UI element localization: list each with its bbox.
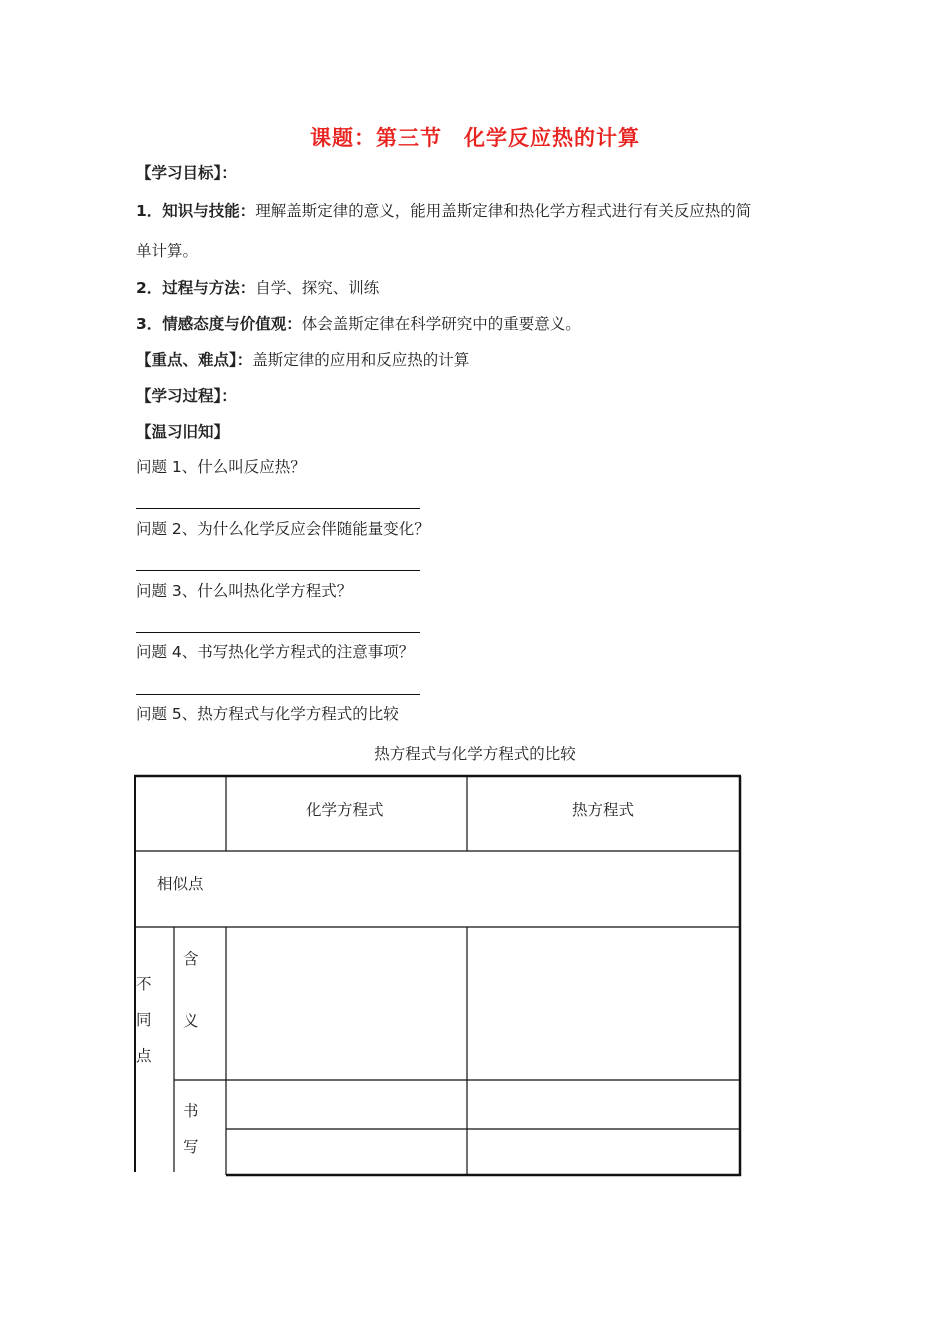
table-caption: 热方程式与化学方程式的比较 [374,745,576,763]
row-similar-label: 相似点 [157,875,204,893]
sub-writing-char-1: 书 [183,1102,199,1120]
objective-3-text: 体会盖斯定律在科学研究中的重要意义。 [301,315,581,333]
row-diff-char-1: 不 [136,975,152,993]
col-header-chemical-equation: 化学方程式 [306,801,384,819]
process-heading: 【学习过程】： [136,387,237,405]
key-points-text: 盖斯定律的应用和反应热的计算 [252,351,470,369]
question-2: 问题 2、为什么化学反应会伴随能量变化？ [136,520,430,538]
sub-writing-char-2: 写 [183,1138,199,1156]
objective-3-label: 3．情感态度与价值观： [136,315,302,333]
review-heading: 【温习旧知】 [136,423,230,441]
objective-2-label: 2．过程与方法： [136,279,256,297]
objective-2-text: 自学、探究、训练 [255,279,380,297]
objective-1-text: 理解盖斯定律的意义，能用盖斯定律和热化学方程式进行有关反应热的简 [255,202,752,220]
row-diff-char-3: 点 [136,1047,152,1065]
objective-1-label: 1．知识与技能： [136,202,256,220]
sub-meaning-char-1: 含 [183,950,199,968]
col-header-thermo-equation: 热方程式 [572,801,635,819]
key-points-label: 【重点、难点】： [136,351,253,369]
question-5: 问题 5、热方程式与化学方程式的比较 [136,705,399,723]
question-1: 问题 1、什么叫反应热？ [136,458,306,476]
row-diff-char-2: 同 [136,1011,152,1029]
objective-1-continued: 单计算。 [136,242,199,260]
question-4: 问题 4、书写热化学方程式的注意事项？ [136,643,415,661]
page-title: 课题：第三节 化学反应热的计算 [310,126,640,150]
sub-meaning-char-2: 义 [183,1012,199,1030]
objectives-heading: 【学习目标】： [136,164,237,182]
question-3: 问题 3、什么叫热化学方程式？ [136,582,353,600]
